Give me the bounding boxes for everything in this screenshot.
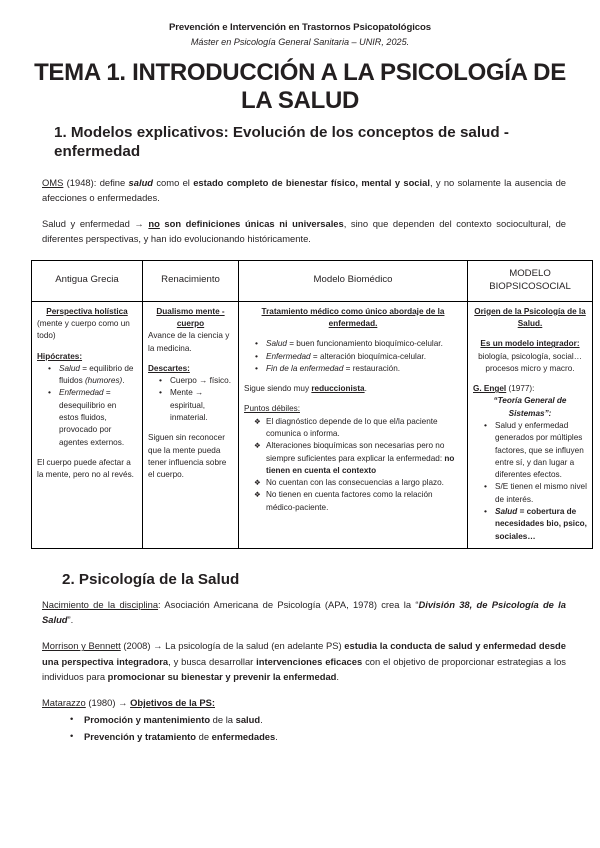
- models-table: [31, 260, 593, 549]
- c4-b2-italic: Salud: [495, 507, 518, 517]
- c2-subheading: Descartes:: [148, 363, 190, 373]
- c3-heading: Tratamiento médico como único abordaje de la enfermedad.: [261, 306, 445, 328]
- nacimiento-text-2: ”.: [67, 614, 74, 626]
- cell-modelo-biomedico: [239, 301, 468, 548]
- c1-subheading: Hipócrates:: [37, 351, 83, 361]
- c4-quote: “Teoría General de Sistemas”:: [493, 396, 567, 418]
- morrison-text-1: (2008) → La psicología de la salud (en adelante PS): [120, 640, 345, 652]
- c1-b0-italic: Salud: [59, 363, 80, 373]
- spacer: [473, 375, 587, 383]
- objetivos-ps-list: [30, 712, 570, 744]
- c1-b1-italic: Enfermedad: [59, 388, 104, 398]
- spacer: [37, 449, 137, 457]
- c1-b0-rest: = equilibrio de fluidos: [59, 363, 134, 386]
- c3-bullet-list: [244, 338, 462, 375]
- spacer: [148, 355, 233, 363]
- c4-sub: biología, psicología, social… procesos micro y macro.: [478, 351, 582, 373]
- morrison-text-4: .: [336, 670, 340, 682]
- paragraph-oms: [30, 175, 570, 205]
- spacer: [148, 424, 233, 432]
- c3-b2-italic: Fin de la enfermedad: [266, 363, 344, 373]
- c3-note-pre: Sigue siendo muy: [244, 384, 312, 394]
- paragraph-matarazzo: [30, 695, 570, 710]
- table-header-antigua-grecia: Antigua Grecia: [32, 260, 143, 301]
- obj1-bold2: enfermedades: [211, 730, 276, 742]
- morrison-bold-1: estudia la conducta de salud y enfermedad desde una perspectiva integradora: [42, 640, 566, 667]
- obj0-bold: Promoción y mantenimiento: [84, 714, 211, 726]
- paragraph-nacimiento: [30, 597, 570, 627]
- c3-weak-list: [244, 416, 462, 514]
- c4-subheading: Es un modelo integrador:: [480, 339, 580, 349]
- morrison-text-2: , y busca desarrollar: [168, 655, 257, 667]
- table-row: [32, 301, 593, 548]
- page-title: TEMA 1. INTRODUCCIÓN A LA PSICOLOGÍA DE LA SALUD: [34, 59, 566, 114]
- cell-modelo-biopsicosocial: [468, 301, 593, 548]
- c2-closing: Siguen sin reconocer que la mente pueda tener influencia sobre el cuerpo.: [148, 433, 227, 480]
- c3-b1-italic: Enfermedad: [266, 351, 311, 361]
- se-bold: son definiciones únicas ni universales: [159, 218, 344, 230]
- c4-b2-text: = cobertura de necesidades bio, psico, sociales…: [495, 507, 587, 541]
- morrison-text-3: con el objetivo de proporcionar estrategias a los individuos para: [42, 655, 566, 682]
- document-header: [30, 22, 570, 49]
- spacer: [37, 343, 137, 351]
- list-item: [257, 489, 462, 514]
- spacer: [30, 549, 570, 571]
- c1-bullet-list: [37, 363, 137, 449]
- se-lead: Salud y enfermedad →: [42, 218, 149, 230]
- cell-renacimiento: [143, 301, 239, 548]
- c1-b0-italic2: (humores): [84, 376, 123, 386]
- c3-b1-rest: = alteración bioquímica-celular.: [310, 351, 426, 361]
- list-item: [257, 351, 462, 363]
- c3-w3-text: No tienen en cuenta factores como la relación médico-paciente.: [266, 490, 433, 512]
- c3-weak-heading: Puntos débiles:: [244, 404, 300, 414]
- oms-bold-2: estado completo de bienestar físico, mental y social: [193, 176, 430, 188]
- oms-text-2: como el: [153, 176, 194, 188]
- c4-author-year: (1977):: [506, 384, 535, 394]
- c3-w0-text: El diagnóstico depende de lo que el/la paciente comunica o informa.: [266, 416, 438, 438]
- table-body: [32, 301, 593, 548]
- c1-b1-rest: = desequilibrio en estos fluidos, provocado por agentes externos.: [59, 388, 125, 447]
- c4-b0-text: Salud y enfermedad generados por múltiples factores, que se influyen entre sí, y dan lugar a diferentes efectos.: [495, 420, 584, 480]
- c3-b2-rest: = restauración.: [343, 363, 401, 373]
- morrison-source: Morrison y Bennett: [42, 640, 121, 652]
- se-rest: , sino que dependen del contexto sociocultural, de diferentes perspectivas, y han ido evolucionando históricamente.: [42, 218, 567, 245]
- c1-sub: (mente y cuerpo como un todo): [37, 318, 130, 341]
- section-heading-1: 1. Modelos explicativos: Evolución de los conceptos de salud - enfermedad: [54, 123, 509, 161]
- list-item: [70, 712, 570, 728]
- oms-year: (1948): [66, 176, 94, 188]
- c4-bullet-list: [473, 420, 587, 543]
- c3-w1-text: Alteraciones bioquímicas son necesarias pero no siempre suficientes para explicar la enfermedad:: [266, 441, 445, 463]
- spacer: [244, 375, 462, 383]
- nacimiento-label: Nacimiento de la disciplina: [42, 598, 159, 610]
- matarazzo-objetivos: Objetivos de la PS:: [130, 697, 215, 709]
- c4-b1-text: S/E tienen el mismo nivel de interés.: [495, 482, 587, 504]
- list-item: [486, 506, 587, 543]
- list-item: [70, 729, 570, 745]
- obj0-bold2: salud: [235, 714, 261, 726]
- paragraph-salud-enfermedad: [30, 216, 570, 246]
- spacer: [244, 395, 462, 403]
- obj1-normal2: .: [275, 730, 278, 742]
- c4-author: G. Engel: [473, 384, 507, 394]
- obj0-normal: de la: [210, 714, 236, 726]
- c3-w2-text: No cuentan con las consecuencias a largo plazo.: [266, 478, 444, 488]
- table-header-row: [32, 260, 593, 301]
- oms-text-1: : define: [93, 176, 129, 188]
- list-item: • Mente → espiritual, inmaterial.: [161, 387, 233, 424]
- spacer: [30, 588, 570, 597]
- list-item: [486, 481, 587, 506]
- list-item: [257, 477, 462, 489]
- list-item: • Cuerpo → físico.: [161, 375, 233, 387]
- c3-note: [244, 383, 462, 395]
- c1-closing: El cuerpo puede afectar a la mente, pero no al revés.: [37, 457, 134, 480]
- master-line: Máster en Psicología General Sanitaria – UNIR, 2025.: [190, 36, 410, 47]
- table-head: [32, 260, 593, 301]
- obj1-bold: Prevención y tratamiento: [84, 730, 197, 742]
- table-header-modelo-biomedico: Modelo Biomédico: [239, 260, 468, 301]
- list-item: [257, 363, 462, 375]
- c3-note-bold: reduccionista: [311, 384, 365, 394]
- c3-w1-bold: no tienen en cuenta el contexto: [266, 453, 455, 475]
- paragraph-morrison: [30, 638, 570, 684]
- morrison-bold-2: intervenciones eficaces: [256, 655, 363, 667]
- list-item: [257, 416, 462, 441]
- oms-source: OMS: [42, 176, 64, 188]
- list-item: [257, 440, 462, 477]
- nacimiento-bolditalic: División 38, de Psicología de la Salud: [42, 598, 566, 626]
- table-header-modelo-biopsicosocial: MODELO BIOPSICOSOCIAL: [468, 260, 593, 301]
- cell-antigua-grecia: [32, 301, 143, 548]
- spacer: [30, 162, 570, 175]
- spacer: [244, 330, 462, 338]
- c3-note-post: .: [364, 384, 367, 394]
- table-header-renacimiento: Renacimiento: [143, 260, 239, 301]
- c4-author-line: [473, 383, 587, 395]
- c2-heading: Dualismo mente - cuerpo: [156, 306, 225, 328]
- list-item: [486, 420, 587, 481]
- obj0-normal2: .: [260, 714, 263, 726]
- subject-line: Prevención e Intervención en Trastornos Psicopatológicos: [168, 22, 432, 33]
- list-item: [257, 338, 462, 350]
- spacer: [473, 330, 587, 338]
- list-item: [50, 363, 137, 388]
- list-item: [50, 387, 137, 448]
- obj1-normal: de: [196, 730, 212, 742]
- oms-text-3: , y no solamente la ausencia de afecciones o enfermedades.: [42, 176, 566, 203]
- oms-bold-1: salud: [128, 176, 154, 188]
- c4-heading: Origen de la Psicología de la Salud.: [474, 306, 586, 328]
- c3-b0-rest: = buen funcionamiento bioquímico-celular.: [286, 339, 443, 349]
- c1-heading: Perspectiva holística: [46, 306, 128, 316]
- c1-b0-rest2: .: [122, 376, 125, 386]
- c2-sub: Avance de la ciencia y la medicina.: [148, 331, 230, 353]
- matarazzo-text-1: (1980) →: [85, 697, 131, 709]
- c2-bullet-list: [148, 375, 233, 424]
- matarazzo-source: Matarazzo: [42, 697, 86, 709]
- nacimiento-text-1: : Asociación Americana de Psicología (APA, 1978) crea la “: [158, 598, 419, 610]
- c3-b0-italic: Salud: [266, 339, 287, 349]
- morrison-bold-3: promocionar su bienestar y prevenir la enfermedad: [107, 670, 337, 682]
- se-underline-bold: no: [148, 218, 160, 230]
- section-heading-2: 2. Psicología de la Salud: [62, 570, 240, 588]
